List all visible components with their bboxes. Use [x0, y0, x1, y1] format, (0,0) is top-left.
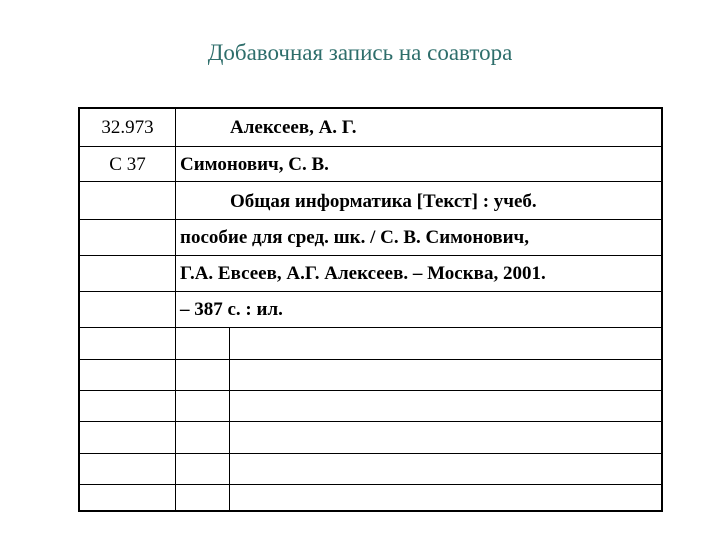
catalog-card — [78, 107, 663, 512]
card-rule — [80, 453, 661, 454]
description-line: пособие для сред. шк. / С. В. Симонович, — [180, 227, 530, 248]
card-rule — [80, 327, 661, 328]
card-rule — [80, 291, 661, 292]
card-rule — [80, 219, 661, 220]
card-rule — [80, 359, 661, 360]
card-rule — [80, 484, 661, 485]
title-line: Общая информатика [Текст] : учеб. — [230, 191, 537, 212]
page-title: Добавочная запись на соавтора — [207, 40, 513, 65]
card-indent-rule — [229, 327, 230, 512]
added-author-heading: Алексеев, А. Г. — [230, 117, 357, 138]
main-author-heading: Симонович, С. В. — [180, 154, 329, 175]
author-sign: С 37 — [109, 154, 146, 175]
card-rule — [80, 390, 661, 391]
class-index: 32.973 — [101, 117, 154, 138]
description-line: Г.А. Евсеев, А.Г. Алексеев. – Москва, 2001. — [180, 263, 546, 284]
card-rule — [80, 255, 661, 256]
card-column-rule — [175, 109, 176, 512]
description-line: – 387 с. : ил. — [180, 299, 283, 320]
card-rule — [80, 181, 661, 182]
card-rule — [80, 421, 661, 422]
card-rule — [80, 146, 661, 147]
